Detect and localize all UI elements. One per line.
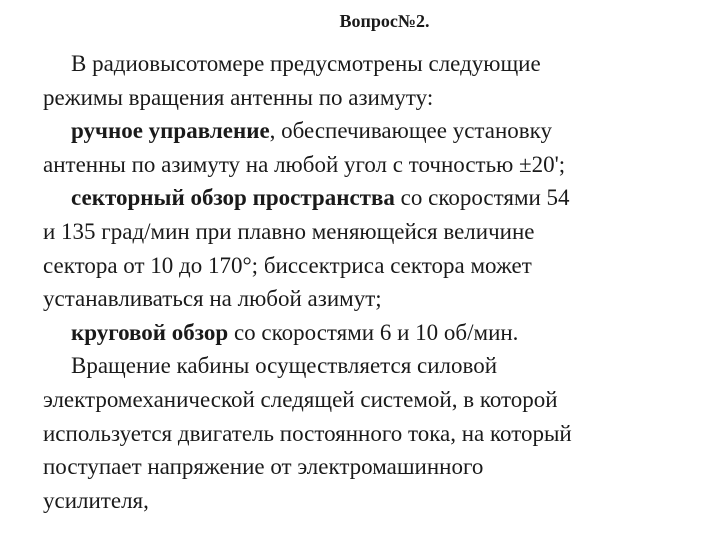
line-text: со скоростями 54 (394, 185, 570, 211)
bold-term: секторный обзор пространства (71, 185, 395, 211)
line-text: В радиовысотомере предусмотрены следующие (71, 51, 541, 76)
text-line (43, 282, 706, 316)
text-line (43, 383, 706, 417)
line-text: и 135 град/мин при плавно меняющейся величине (43, 218, 535, 244)
line-text: режимы вращения антенны по азимуту: (43, 84, 434, 110)
line-text: используется двигатель постоянного тока, на который (43, 420, 572, 446)
line-text: электромеханической следящей системой, в которой (43, 386, 558, 412)
line-text: со скоростями 6 и 10 об/мин. (228, 319, 519, 345)
body-text (43, 47, 706, 517)
line-text: поступает напряжение от электромашинного (43, 454, 484, 480)
text-line (43, 47, 706, 81)
line-text: , обеспечивающее установку (269, 118, 552, 144)
bold-term: круговой обзор (71, 319, 229, 345)
text-line (43, 114, 706, 148)
text-line (43, 181, 706, 215)
line-text: сектора от 10 до 170°; биссектриса сектора может (43, 252, 532, 278)
line-text: Вращение кабины осуществляется силовой (71, 353, 498, 379)
line-text: усилителя, (43, 487, 149, 513)
text-line (43, 450, 706, 484)
text-line (43, 249, 706, 283)
text-line (43, 215, 706, 249)
bold-term: ручное управление (71, 118, 270, 144)
text-line (43, 484, 706, 518)
page-title: Вопрос№2. (339, 11, 430, 31)
text-line (43, 81, 706, 115)
text-line (43, 349, 706, 383)
text-line (43, 316, 706, 350)
text-line (43, 417, 706, 451)
text-line (43, 148, 706, 182)
line-text: устанавливаться на любой азимут; (43, 286, 382, 312)
line-text: антенны по азимуту на любой угол с точностью ±20'; (43, 151, 566, 177)
